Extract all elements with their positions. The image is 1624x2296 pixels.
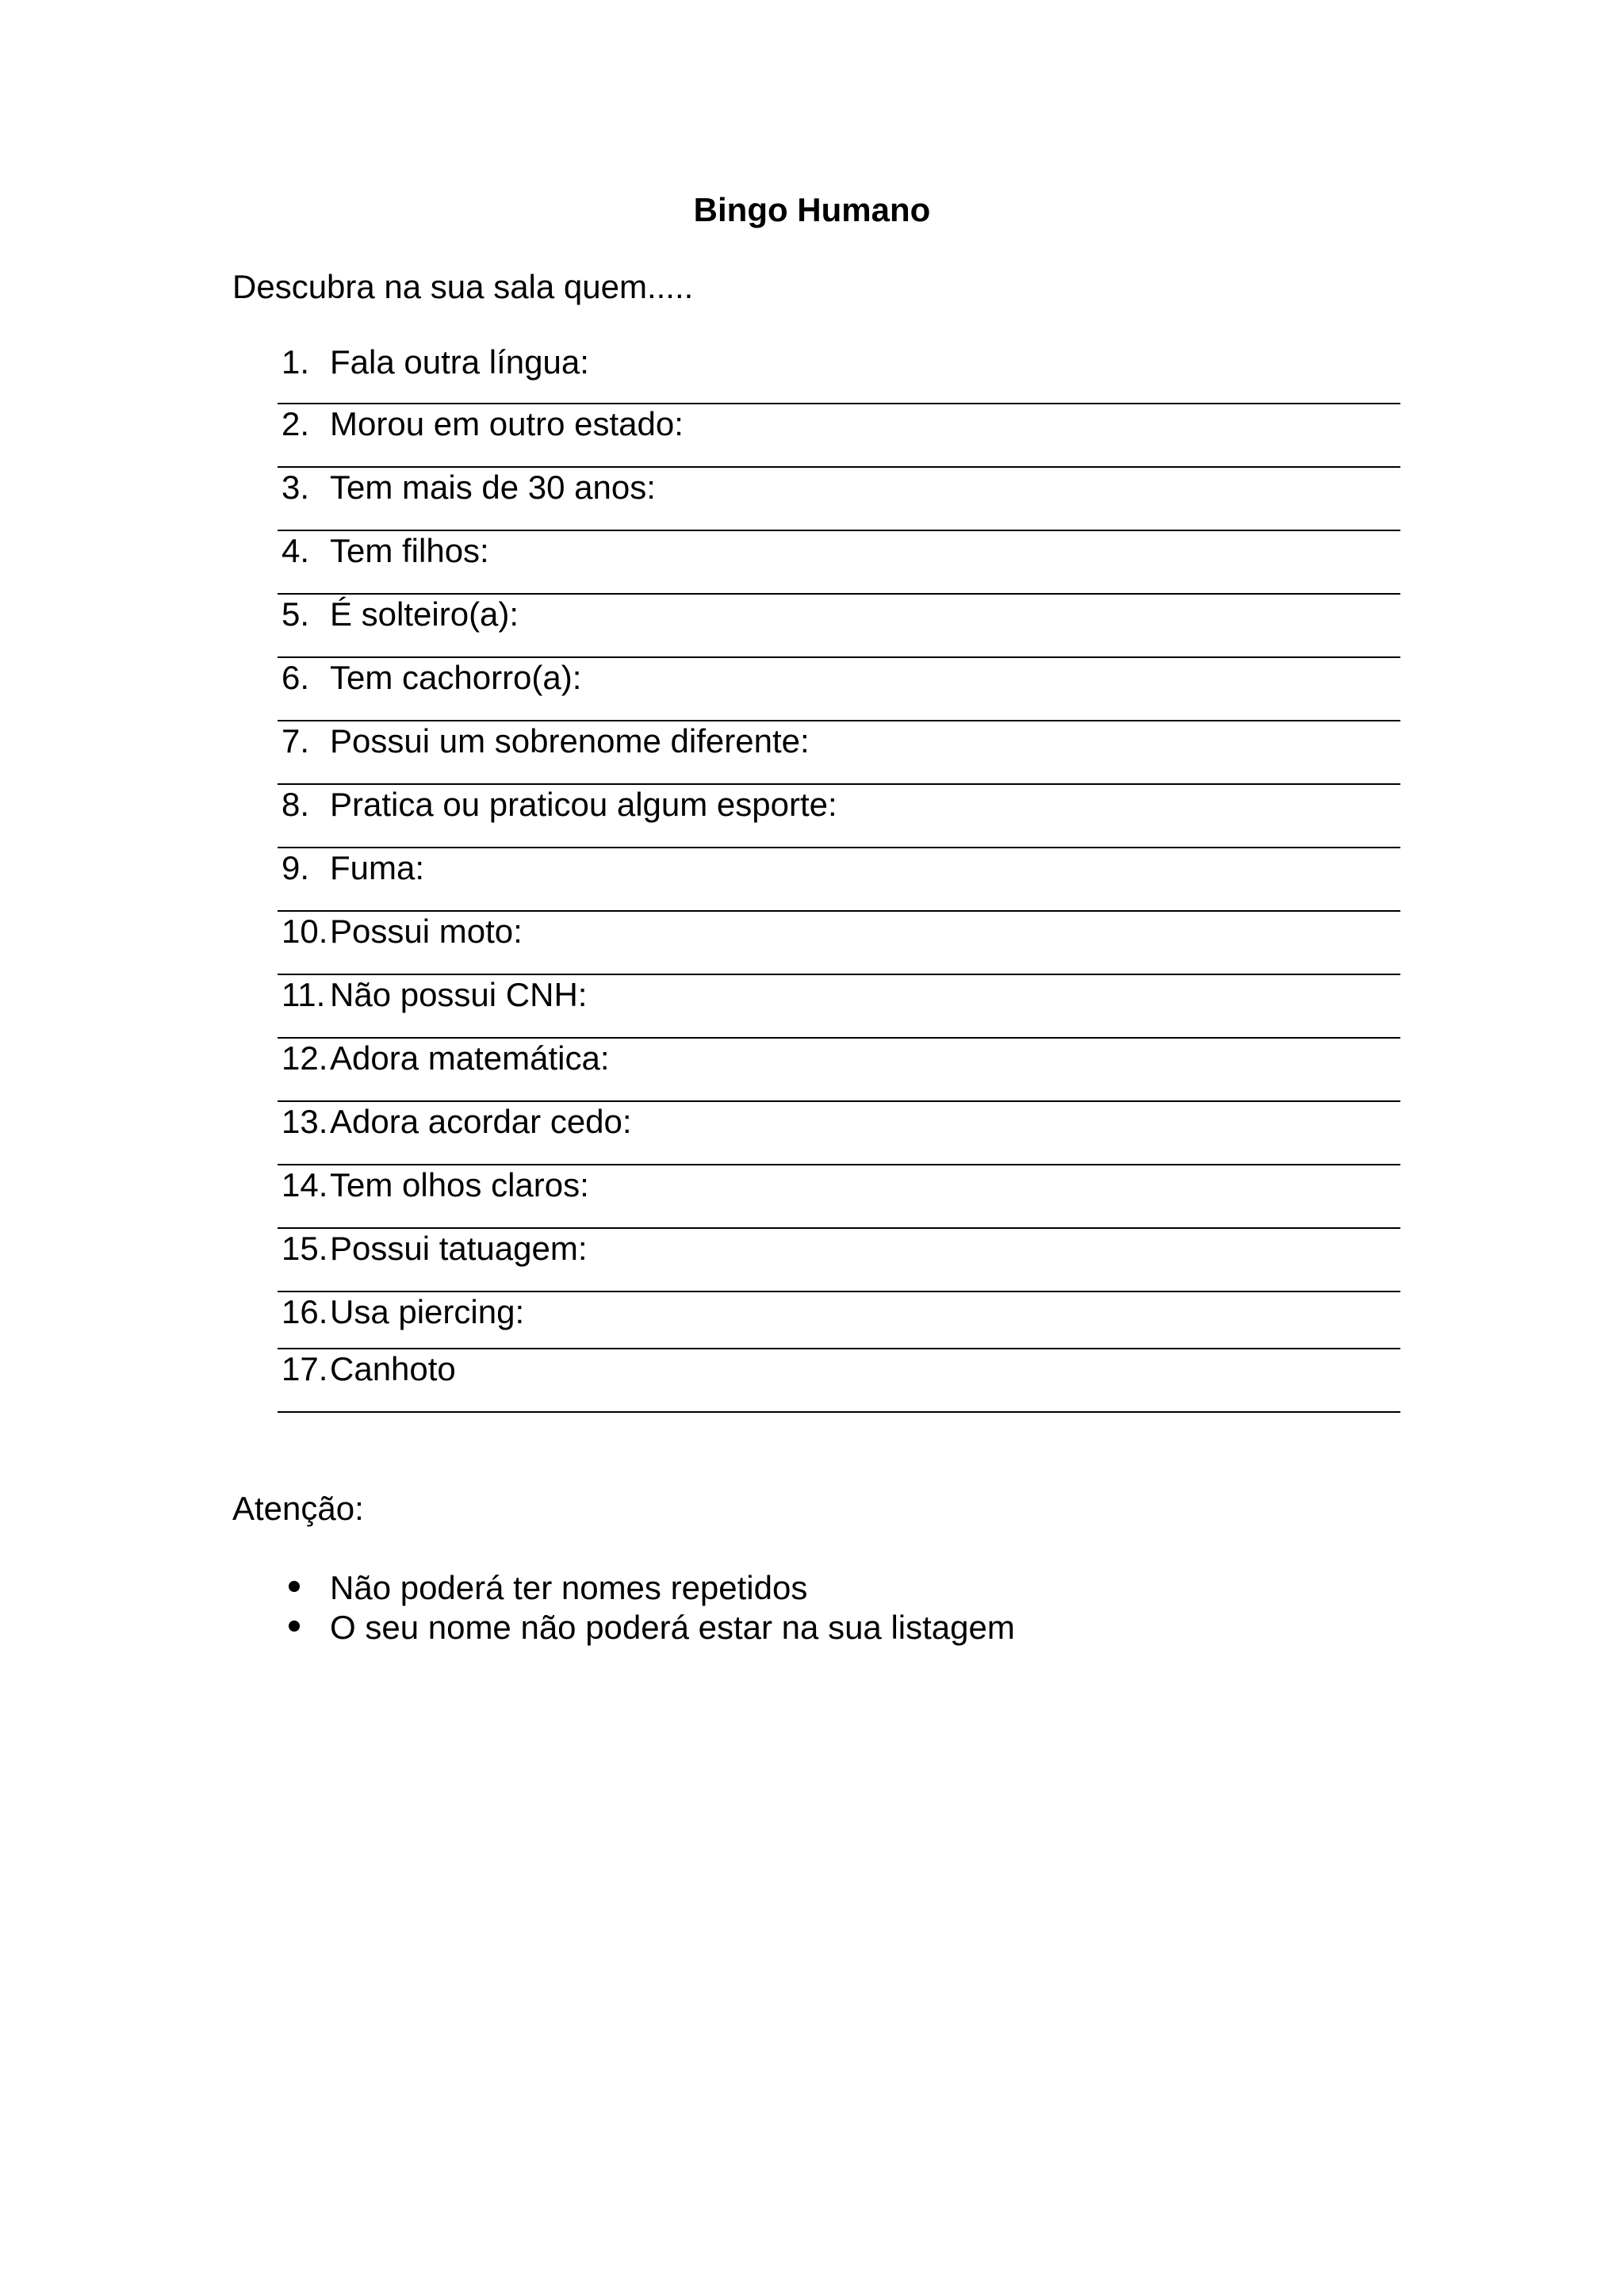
item-label: Possui tatuagem: [330, 1230, 588, 1267]
item-number: 13. [282, 1103, 328, 1140]
item-label: Tem mais de 30 anos: [330, 469, 656, 506]
notice-bullet [278, 1608, 1388, 1647]
bingo-item-13 [278, 1102, 1400, 1165]
item-label: É solteiro(a): [330, 595, 519, 633]
item-number: 2. [282, 405, 310, 442]
intro-text: Descubra na sua sala quem..... [232, 268, 694, 305]
notice-bullet-list [278, 1568, 1388, 1647]
item-number: 7. [282, 722, 310, 760]
item-label: Adora matemática: [330, 1039, 610, 1077]
item-label: Possui moto: [330, 913, 523, 950]
item-label: Usa piercing: [330, 1293, 525, 1330]
bingo-item-9 [278, 848, 1400, 912]
bingo-item-8 [278, 785, 1400, 848]
bingo-item-14 [278, 1165, 1400, 1229]
document-title: Bingo Humano [693, 191, 931, 228]
notice-bullet [278, 1568, 1388, 1608]
item-label: Adora acordar cedo: [330, 1103, 632, 1140]
item-number: 9. [282, 849, 310, 886]
bingo-item-7 [278, 721, 1400, 785]
item-number: 10. [282, 913, 328, 950]
item-label: Tem filhos: [330, 532, 489, 569]
item-label: Morou em outro estado: [330, 405, 684, 442]
bingo-item-2 [278, 404, 1400, 468]
bingo-item-1 [278, 342, 1400, 404]
bingo-item-12 [278, 1039, 1400, 1102]
item-number: 4. [282, 532, 310, 569]
item-label: Tem cachorro(a): [330, 659, 582, 696]
notice-bullet-text: O seu nome não poderá estar na sua listagem [330, 1609, 1015, 1646]
item-number: 11. [282, 976, 326, 1013]
item-number: 1. [282, 343, 310, 381]
bingo-item-4 [278, 531, 1400, 595]
item-number: 6. [282, 659, 310, 696]
notice-heading: Atenção: [232, 1490, 364, 1527]
item-label: Não possui CNH: [330, 976, 588, 1013]
item-label: Fuma: [330, 849, 425, 886]
item-number: 14. [282, 1166, 328, 1203]
item-number: 15. [282, 1230, 328, 1267]
item-label: Tem olhos claros: [330, 1166, 589, 1203]
bullet-dot-icon [289, 1581, 300, 1592]
notice-bullet-text: Não poderá ter nomes repetidos [330, 1569, 808, 1606]
bingo-item-3 [278, 468, 1400, 531]
bingo-item-10 [278, 912, 1400, 975]
bingo-item-15 [278, 1229, 1400, 1292]
item-number: 12. [282, 1039, 328, 1077]
item-number: 16. [282, 1293, 328, 1330]
bingo-item-17 [278, 1349, 1400, 1413]
item-number: 3. [282, 469, 310, 506]
bullet-dot-icon [289, 1621, 300, 1632]
bingo-list [278, 342, 1400, 1413]
bingo-item-11 [278, 975, 1400, 1039]
item-number: 5. [282, 595, 310, 633]
item-label: Canhoto [330, 1350, 456, 1387]
item-number: 8. [282, 786, 310, 823]
bingo-item-6 [278, 658, 1400, 721]
bingo-item-5 [278, 595, 1400, 658]
item-label: Pratica ou praticou algum esporte: [330, 786, 837, 823]
item-number: 17. [282, 1350, 328, 1387]
bingo-item-16 [278, 1292, 1400, 1349]
item-label: Possui um sobrenome diferente: [330, 722, 810, 760]
item-label: Fala outra língua: [330, 343, 589, 381]
